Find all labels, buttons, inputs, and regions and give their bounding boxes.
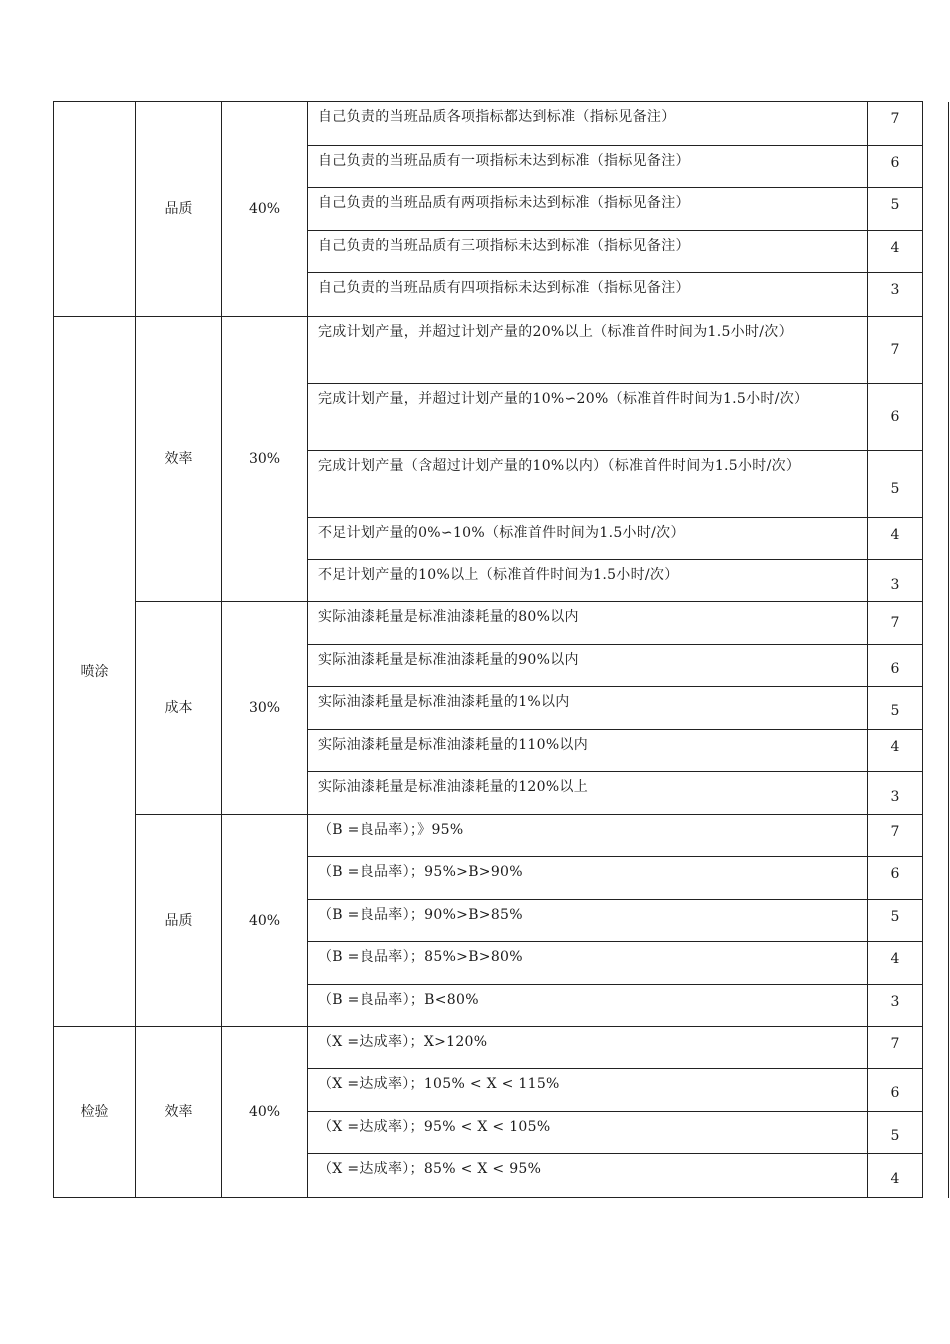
score-cell: 3 [868,985,923,1027]
criteria-cell: 实际油漆耗量是标准油漆耗量的1%以内 [308,687,868,730]
criteria-cell: （X =达成率）；85% < X < 95% [308,1154,868,1198]
criteria-cell: 实际油漆耗量是标准油漆耗量的110%以内 [308,730,868,772]
score-cell: 4 [868,730,923,772]
score-cell: 5 [868,451,923,518]
criteria-cell: 自己负责的当班品质有两项指标未达到标准（指标见备注） [308,188,868,231]
dept-cell-blank [54,102,136,317]
item-cell: 品质 [136,102,222,317]
score-cell: 7 [868,317,923,384]
dept-cell: 检验 [54,1027,136,1198]
table-row [54,1027,949,1069]
table-row [54,815,949,857]
item-cell: 成本 [136,602,222,815]
weight-cell: 40% [222,102,308,317]
criteria-cell: （X =达成率）；105% < X < 115% [308,1069,868,1112]
score-cell: 4 [868,942,923,985]
criteria-cell: （B =良品率）；B<80% [308,985,868,1027]
kpi-table [53,101,949,1198]
score-cell: 5 [868,687,923,730]
weight-cell: 30% [222,602,308,815]
score-cell: 6 [868,146,923,188]
criteria-cell: 实际油漆耗量是标准油漆耗量的80%以内 [308,602,868,645]
item-cell: 品质 [136,815,222,1027]
score-cell: 7 [868,102,923,146]
item-cell: 效率 [136,1027,222,1198]
score-cell: 5 [868,900,923,942]
criteria-cell: 完成计划产量，并超过计划产量的10%∽20%（标准首件时间为1.5小时/次） [308,384,868,451]
score-cell: 6 [868,857,923,900]
dept-cell: 喷涂 [54,317,136,1027]
weight-cell: 40% [222,815,308,1027]
table-row [54,102,949,146]
score-cell: 3 [868,273,923,317]
criteria-cell: （B =良品率）；90%>B>85% [308,900,868,942]
item-cell: 效率 [136,317,222,602]
weight-cell: 40% [222,1027,308,1198]
criteria-cell: 不足计划产量的10%以上（标准首件时间为1.5小时/次） [308,560,868,602]
criteria-cell: 自己负责的当班品质有四项指标未达到标准（指标见备注） [308,273,868,317]
score-cell: 6 [868,1069,923,1112]
score-cell: 7 [868,1027,923,1069]
criteria-cell: 自己负责的当班品质有一项指标未达到标准（指标见备注） [308,146,868,188]
table-row [54,317,949,384]
criteria-cell: （X =达成率）；X>120% [308,1027,868,1069]
score-cell: 4 [868,518,923,560]
criteria-cell: 自己负责的当班品质各项指标都达到标准（指标见备注） [308,102,868,146]
criteria-cell: 自己负责的当班品质有三项指标未达到标准（指标见备注） [308,231,868,273]
score-cell: 6 [868,645,923,687]
criteria-cell: （X =达成率）；95% < X < 105% [308,1112,868,1154]
score-cell: 4 [868,1154,923,1198]
score-cell: 6 [868,384,923,451]
criteria-cell: 完成计划产量（含超过计划产量的10%以内）（标准首件时间为1.5小时/次） [308,451,868,518]
criteria-cell: （B =良品率）；》95% [308,815,868,857]
criteria-cell: 完成计划产量，并超过计划产量的20%以上（标准首件时间为1.5小时/次） [308,317,868,384]
score-cell: 5 [868,1112,923,1154]
score-cell: 3 [868,772,923,815]
score-cell: 4 [868,231,923,273]
score-cell: 7 [868,815,923,857]
criteria-cell: 实际油漆耗量是标准油漆耗量的120%以上 [308,772,868,815]
criteria-cell: 实际油漆耗量是标准油漆耗量的90%以内 [308,645,868,687]
right-edge-column [923,102,949,1198]
score-cell: 3 [868,560,923,602]
table-row [54,602,949,645]
weight-cell: 30% [222,317,308,602]
score-cell: 7 [868,602,923,645]
score-cell: 5 [868,188,923,231]
criteria-cell: 不足计划产量的0%∽10%（标准首件时间为1.5小时/次） [308,518,868,560]
criteria-cell: （B =良品率）；95%>B>90% [308,857,868,900]
criteria-cell: （B =良品率）；85%>B>80% [308,942,868,985]
